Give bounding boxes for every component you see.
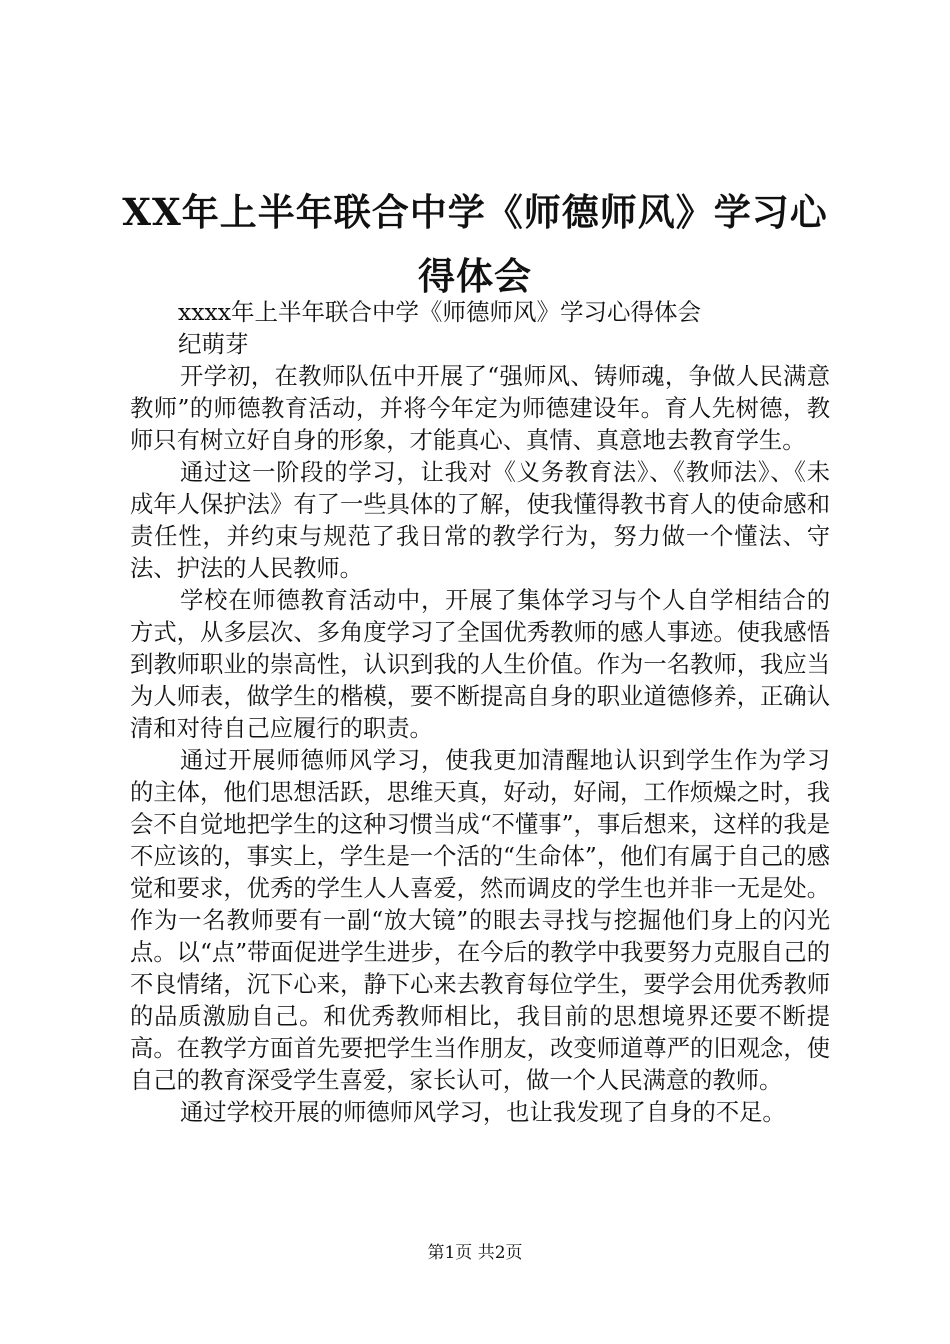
paragraph: 开学初，在教师队伍中开展了“强师风、铸师魂，争做人民满意教师”的师德教育活动，并将今年定为师德建设年。育人先树德，教师只有树立好自身的形象，才能真心、真情、真意地去教育学生。	[130, 363, 830, 454]
paragraph: 通过这一阶段的学习，让我对《义务教育法》、《教师法》、《未成年人保护法》有了一些具体的了解，使我懂得教书育人的使命感和责任性，并约束与规范了我日常的教学行为，努力做一个懂法、守法、护法的人民教师。	[130, 459, 830, 582]
paragraph: 通过学校开展的师德师风学习，也让我发现了自身的不足。	[180, 1099, 786, 1126]
paragraph: 通过开展师德师风学习，使我更加清醒地认识到学生作为学习的主体，他们思想活跃，思维天真，好动，好闹，工作烦燥之时，我会不自觉地把学生的这种习惯当成“不懂事”，事后想来，这样的我是不应该的，事实上，学生是一个活的“生命体”，他们有属于自己的感觉和要求，优秀的学生人人喜爱，然而调皮的学生也并非一无是处。作为一名教师要有一副“放大镜”的眼去寻找与挖掘他们身上的闪光点。以“点”带面促进学生进步，在今后的教学中我要努力克服自己的不良情绪，沉下心来，静下心来去教育每位学生，要学会用优秀教师的品质激励自己。和优秀教师相比，我目前的思想境界还要不断提高。在教学方面首先要把学生当作朋友，改变师道尊严的旧观念，使自己的教育深受学生喜爱，家长认可，做一个人民满意的教师。	[130, 747, 830, 1094]
document-subtitle: xxxx年上半年联合中学《师德师风》学习心得体会	[178, 298, 702, 326]
document-body	[130, 361, 830, 1129]
author-name: 纪萌芽	[178, 330, 249, 358]
page-number-footer: 第1页 共2页	[427, 1243, 523, 1263]
document-title: XX年上半年联合中学《师德师风》学习心得体会	[122, 190, 828, 298]
paragraph: 学校在师德教育活动中，开展了集体学习与个人自学相结合的方式，从多层次、多角度学习了全国优秀教师的感人事迹。使我感悟到教师职业的崇高性，认识到我的人生价值。作为一名教师，我应当为人师表，做学生的楷模，要不断提高自身的职业道德修养，正确认清和对待自己应履行的职责。	[130, 587, 830, 742]
